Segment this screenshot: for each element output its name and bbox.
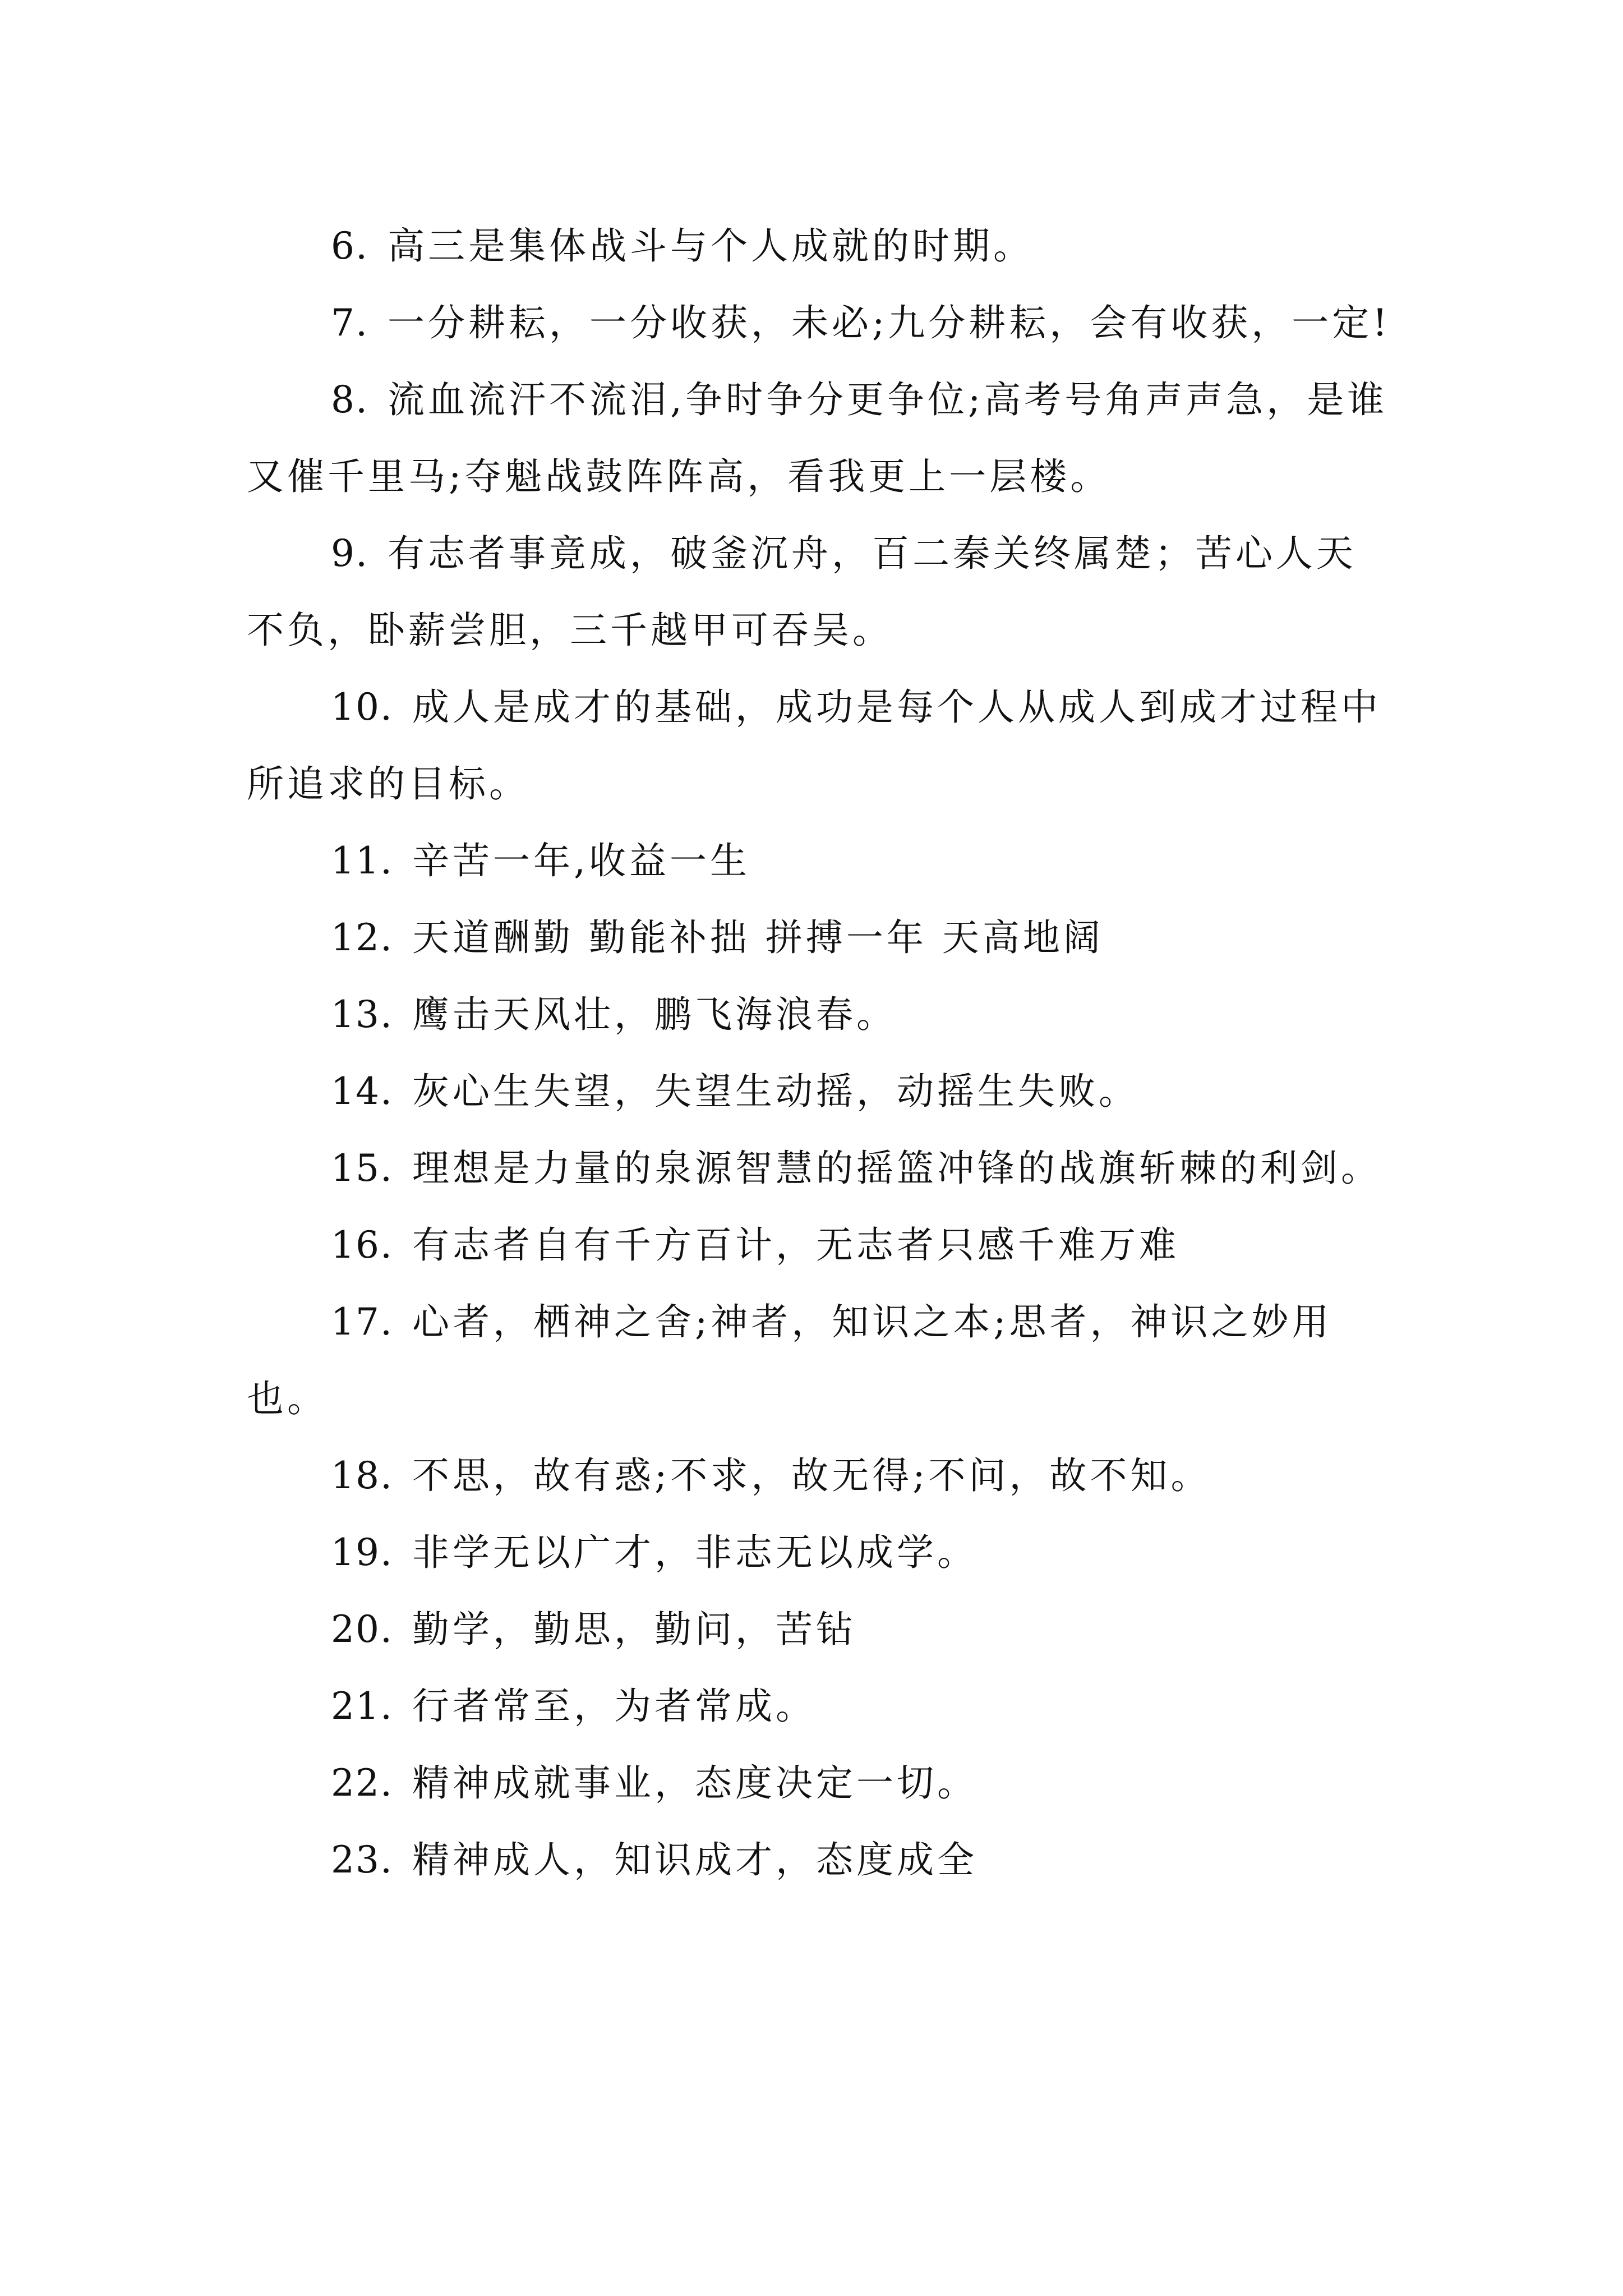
list-item <box>247 1745 1391 1821</box>
list-item <box>247 669 1391 822</box>
item-text: 高三是集体战斗与个人成就的时期。 <box>387 224 1034 268</box>
item-number: 19. <box>331 1531 393 1574</box>
list-item <box>247 208 1391 284</box>
item-text: 精神成就事业，态度决定一切。 <box>412 1761 978 1805</box>
item-number: 10. <box>331 685 393 729</box>
item-number: 18. <box>331 1454 393 1497</box>
list-item <box>247 822 1391 899</box>
item-number: 6. <box>331 224 368 268</box>
list-item <box>247 1821 1391 1898</box>
item-number: 11. <box>331 839 393 882</box>
list-item <box>247 284 1391 361</box>
list-item <box>247 361 1391 515</box>
item-text: 辛苦一年,收益一生 <box>412 839 750 882</box>
item-text: 有志者事竟成，破釜沉舟，百二秦关终属楚；苦心人天不负，卧薪尝胆，三千越甲可吞吴。 <box>247 532 1357 652</box>
list-item <box>247 1668 1391 1745</box>
item-text: 成人是成才的基础，成功是每个人从成人到成才过程中所追求的目标。 <box>247 685 1381 806</box>
item-text: 灰心生失望，失望生动摇，动摇生失败。 <box>412 1070 1139 1113</box>
quote-list <box>247 208 1391 1898</box>
item-text: 鹰击天风壮，鹏飞海浪春。 <box>412 993 897 1036</box>
item-text: 精神成人，知识成才，态度成全 <box>412 1838 978 1881</box>
list-item <box>247 976 1391 1053</box>
item-text: 不思，故有惑;不求，故无得;不问，故不知。 <box>412 1454 1211 1497</box>
item-number: 23. <box>331 1838 393 1881</box>
item-number: 13. <box>331 993 393 1036</box>
item-number: 15. <box>331 1147 393 1190</box>
list-item <box>247 1283 1391 1437</box>
item-number: 17. <box>331 1300 393 1343</box>
item-number: 8. <box>331 378 368 421</box>
item-text: 心者，栖神之舍;神者，知识之本;思者，神识之妙用也。 <box>247 1300 1332 1420</box>
item-number: 9. <box>331 532 368 575</box>
list-item <box>247 899 1391 976</box>
item-number: 22. <box>331 1761 393 1805</box>
item-text: 勤学，勤思，勤问，苦钻 <box>412 1608 856 1651</box>
list-item <box>247 1591 1391 1668</box>
list-item <box>247 1437 1391 1514</box>
item-number: 12. <box>331 916 393 959</box>
list-item <box>247 1053 1391 1130</box>
item-number: 7. <box>331 301 368 344</box>
item-text: 流血流汗不流泪,争时争分更争位;高考号角声声急，是谁又催千里马;夺魁战鼓阵阵高，看我更上一层楼。 <box>247 378 1388 498</box>
list-item <box>247 1514 1391 1591</box>
item-number: 20. <box>331 1608 393 1651</box>
list-item <box>247 1130 1391 1207</box>
item-text: 一分耕耘，一分收获，未必;九分耕耘，会有收获，一定! <box>387 301 1391 344</box>
item-text: 非学无以广才，非志无以成学。 <box>412 1531 978 1574</box>
item-text: 有志者自有千方百计，无志者只感千难万难 <box>412 1223 1179 1267</box>
item-number: 21. <box>331 1685 393 1728</box>
list-item <box>247 1207 1391 1283</box>
list-item <box>247 515 1391 669</box>
item-text: 理想是力量的泉源智慧的摇篮冲锋的战旗斩棘的利剑。 <box>412 1147 1381 1190</box>
item-text: 行者常至，为者常成。 <box>412 1685 816 1728</box>
item-number: 14. <box>331 1070 393 1113</box>
item-number: 16. <box>331 1223 393 1267</box>
item-text: 天道酬勤 勤能补拙 拼搏一年 天高地阔 <box>412 916 1104 959</box>
